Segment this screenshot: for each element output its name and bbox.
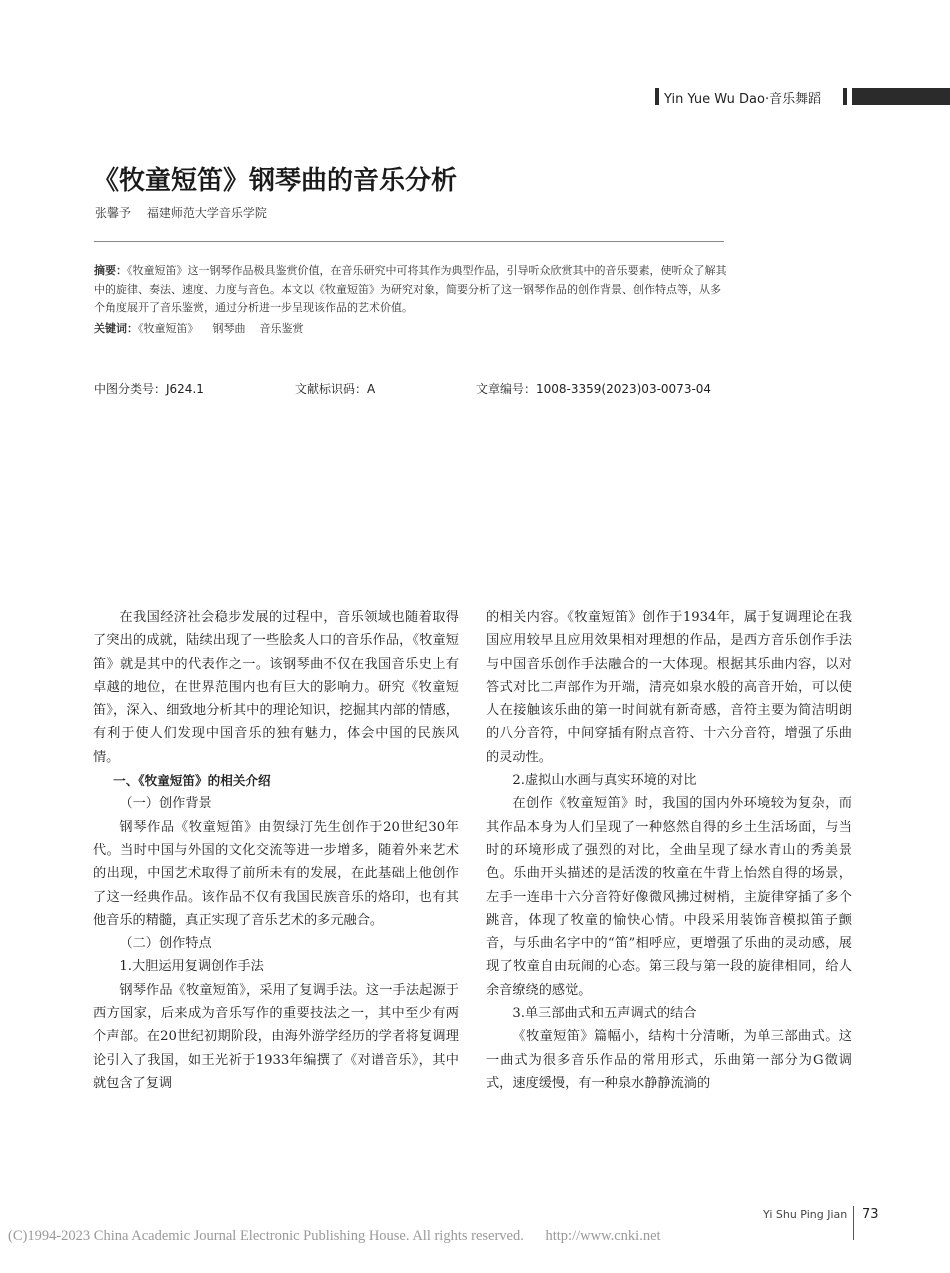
keyword: 《牧童短笛》	[138, 321, 199, 335]
title-divider	[94, 241, 724, 242]
body-column-left	[93, 606, 459, 1095]
article-number: 文章编号：1008-3359(2023)03-0073-04	[476, 382, 712, 396]
copyright-text: (C)1994-2023 China Academic Journal Electronic Publishing House. All rights reserved.	[8, 1228, 524, 1244]
keywords	[94, 320, 730, 339]
cnki-link[interactable]: http://www.cnki.net	[545, 1228, 661, 1244]
abstract	[94, 262, 730, 318]
subsection-heading: 3.单三部曲式和五声调式的结合	[512, 1006, 697, 1022]
abstract-block	[94, 262, 730, 338]
article-title: 《牧童短笛》钢琴曲的音乐分析	[93, 166, 458, 196]
journal-name: Yi Shu Ping Jian	[763, 1208, 848, 1221]
paragraph: 的相关内容。《牧童短笛》创作于1934年，属于复调理论在我国应用较早且应用效果相对理想的作品，是西方音乐创作手法与中国音乐创作手法融合的一大体现。根据其乐曲内容，以对答式对比二声部作为开端，清亮如泉水般的高音开始，可以使人在接触该乐曲的第一时间就有新奇感，音符主要为简洁明朗的八分音符，中间穿插有附点音符、十六分音符，增强了乐曲的灵动性。	[486, 610, 852, 765]
running-title: Yin Yue Wu Dao·音乐舞蹈	[664, 92, 822, 107]
keyword: 钢琴曲	[212, 321, 246, 335]
footer-divider	[853, 1206, 854, 1240]
section-heading: 一、《牧童短笛》的相关介绍	[113, 773, 271, 789]
paragraph: 钢琴作品《牧童短笛》，采用了复调手法。这一手法起源于西方国家，后来成为音乐写作的重要技法之一，其中至少有两个声部。在20世纪初期阶段，由海外游学经历的学者将复调理论引入了我国，如王光祈于1933年编撰了《对谱音乐》，其中就包含了复调	[93, 982, 459, 1091]
subsection-heading: （二）创作特点	[119, 936, 212, 952]
subsection-heading: （一）创作背景	[119, 796, 212, 812]
header-bar-right-thin	[843, 88, 847, 105]
abstract-text: 《牧童短笛》这一钢琴作品极具鉴赏价值，在音乐研究中可将其作为典型作品，引导听众欣赏其中的音乐要素，使听众了解其中的旋律、奏法、速度、力度与音色。本文以《牧童短笛》为研究对象，简要分析了这一钢琴作品的创作背景、创作特点等，从多个角度展开了音乐鉴赏，通过分析进一步呈现该作品的艺术价值。	[94, 264, 727, 315]
header-bar-right-block	[852, 88, 950, 105]
copyright-line	[8, 1228, 661, 1245]
body-column-right	[486, 606, 852, 1095]
author-affiliation: 福建师范大学音乐学院	[146, 206, 267, 220]
abstract-label: 摘要：	[94, 264, 127, 277]
subsection-heading: 2.虚拟山水画与真实环境的对比	[512, 773, 697, 789]
paragraph: 《牧童短笛》篇幅小，结构十分清晰，为单三部曲式。这一曲式为很多音乐作品的常用形式，乐曲第一部分为G徵调式，速度缓慢，有一种泉水静静流淌的	[486, 1029, 852, 1091]
header-bar-left	[655, 88, 659, 105]
document-code: 文献标识码：A	[295, 382, 376, 396]
byline	[95, 204, 267, 221]
subsection-heading: 1.大胆运用复调创作手法	[119, 959, 264, 975]
keyword: 音乐鉴赏	[259, 321, 304, 335]
paragraph: 在创作《牧童短笛》时，我国的国内外环境较为复杂，而其作品本身为人们呈现了一种悠然自得的乡土生活场面，与当时的环境形成了强烈的对比，全曲呈现了绿水青山的秀美景色。乐曲开头描述的是活泼的牧童在牛背上怡然自得的场景，左手一连串十六分音符好像微风拂过树梢，主旋律穿插了多个跳音，体现了牧童的愉快心情。中段采用装饰音模拟笛子颤音，与乐曲名字中的“笛”相呼应，更增强了乐曲的灵动感，展现了牧童自由玩闹的心态。第三段与第一段的旋律相同，给人余音缭绕的感觉。	[486, 796, 852, 998]
classification-number: 中图分类号：J624.1	[94, 382, 204, 396]
paragraph: 在我国经济社会稳步发展的过程中，音乐领域也随着取得了突出的成就，陆续出现了一些脍炙人口的音乐作品，《牧童短笛》就是其中的代表作之一。该钢琴曲不仅在我国音乐史上有卓越的地位，在世界范围内也有巨大的影响力。研究《牧童短笛》，深入、细致地分析其中的理论知识，挖掘其内部的情感，有利于使人们发现中国音乐的独有魅力，体会中国的民族风情。	[93, 610, 459, 765]
author-name: 张馨予	[95, 206, 132, 220]
keywords-label: 关键词：	[94, 321, 138, 335]
paragraph: 钢琴作品《牧童短笛》由贺绿汀先生创作于20世纪30年代。当时中国与外国的文化交流等进一步增多，随着外来艺术的出现，中国艺术取得了前所未有的发展，在此基础上他创作了这一经典作品。该作品不仅有我国民族音乐的烙印，也有其他音乐的精髓，真正实现了音乐艺术的多元融合。	[93, 819, 459, 928]
page-number: 73	[862, 1207, 879, 1222]
